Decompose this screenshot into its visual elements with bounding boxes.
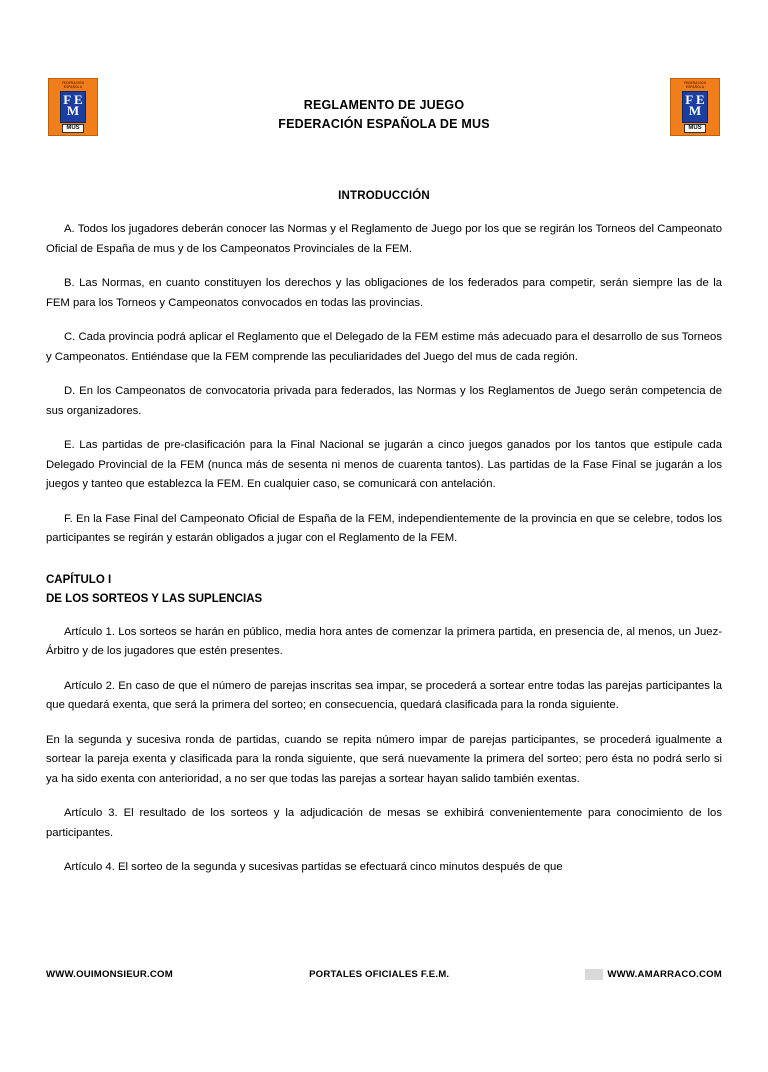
page-footer xyxy=(46,969,722,980)
chapter-number: CAPÍTULO I xyxy=(46,573,112,586)
intro-heading: INTRODUCCIÓN xyxy=(338,190,430,202)
article-4: Artículo 4. El sorteo de la segunda y sucesivas partidas se efectuará cinco minutos después de que xyxy=(64,861,563,873)
page-title-line-1: REGLAMENTO DE JUEGO xyxy=(303,98,465,112)
footer-link-left[interactable]: WWW.OUIMONSIEUR.COM xyxy=(46,969,173,980)
intro-paragraph-e: E. Las partidas de pre-clasificación para la Final Nacional se jugarán a cinco juegos ganados por los tantos que estipule cada Delegado Provincial de la FEM (nunca más de sesenta ni menos de cuarenta tantos). Las partidas de la Fase Final se jugarán a los juegos y tanteo que establezca la FEM. En cualquier caso, se comunicará con antelación. xyxy=(46,439,722,490)
logo-initials: F E M xyxy=(682,91,708,123)
intro-paragraph-c: C. Cada provincia podrá aplicar el Reglamento que el Delegado de la FEM estime más adecuado para el desarrollo de sus Torneos y Campeonatos. Entiéndase que la FEM comprende las peculiaridades del Juego del mus de cada región. xyxy=(46,331,722,363)
fem-logo-left xyxy=(48,78,98,136)
logo-federation-line1: FEDERACIÓN xyxy=(61,81,85,85)
page-title-line-2: FEDERACIÓN ESPAÑOLA DE MUS xyxy=(278,117,490,131)
logo-federation-line2: ESPAÑOLA xyxy=(685,85,705,90)
intro-paragraph-a: A. Todos los jugadores deberán conocer las Normas y el Reglamento de Juego por los que se regirán los Torneos del Campeonato Oficial de España de mus y de los Campeonatos Provinciales de la FEM. xyxy=(46,223,722,255)
footer-center-label: PORTALES OFICIALES F.E.M. xyxy=(309,969,450,980)
intro-paragraph-f: F. En la Fase Final del Campeonato Oficial de España de la FEM, independientemente de la provincia en que se celebre, todos los participantes se regirán y estarán obligados a jugar con el Reglamento de la FEM. xyxy=(46,512,722,544)
article-2: Artículo 2. En caso de que el número de parejas inscritas sea impar, se procederá a sortear entre todas las parejas participantes la que quedará exenta, que será la primera del sorteo; en consecuencia, quedará clasificada para la ronda siguiente. xyxy=(46,679,722,711)
article-1: Artículo 1. Los sorteos se harán en público, media hora antes de comenzar la primera partida, en presencia de, al menos, un Juez-Árbitro y de los jugadores que estén presentes. xyxy=(46,625,722,657)
logo-mus-tag: MUS xyxy=(684,124,705,133)
document-page xyxy=(0,78,768,1072)
intro-paragraph-b: B. Las Normas, en cuanto constituyen los derechos y las obligaciones de los federados para competir, serán siempre las de la FEM para los Torneos y Campeonatos convocados en todas las provincias. xyxy=(46,277,722,309)
chapter-title: DE LOS SORTEOS Y LAS SUPLENCIAS xyxy=(46,592,263,605)
logo-federation-line1: FEDERACIÓN xyxy=(683,81,707,85)
fem-logo-right xyxy=(670,78,720,136)
document-header xyxy=(46,78,722,164)
logo-federation-line2: ESPAÑOLA xyxy=(63,85,83,90)
article-2-continuation: En la segunda y sucesiva ronda de partidas, cuando se repita número impar de parejas participantes, se procederá igualmente a sortear la pareja exenta y clasificada para la ronda siguiente, que será nuevamente la primera del sorteo; pero ésta no podrá serlo si ya ha sido exenta con anterioridad, a no ser que todas las parejas a sortear hayan salido también exentas. xyxy=(46,733,722,785)
intro-paragraph-d: D. En los Campeonatos de convocatoria privada para federados, las Normas y los Reglamentos de Juego serán competencia de sus organizadores. xyxy=(46,385,722,417)
logo-mus-tag: MUS xyxy=(62,124,83,133)
logo-initials: F E M xyxy=(60,91,86,123)
article-3: Artículo 3. El resultado de los sorteos y la adjudicación de mesas se exhibirá convenientemente para conocimiento de los participantes. xyxy=(46,807,722,839)
footer-link-right[interactable]: WWW.AMARRACO.COM xyxy=(585,969,722,980)
page-title xyxy=(46,78,722,134)
